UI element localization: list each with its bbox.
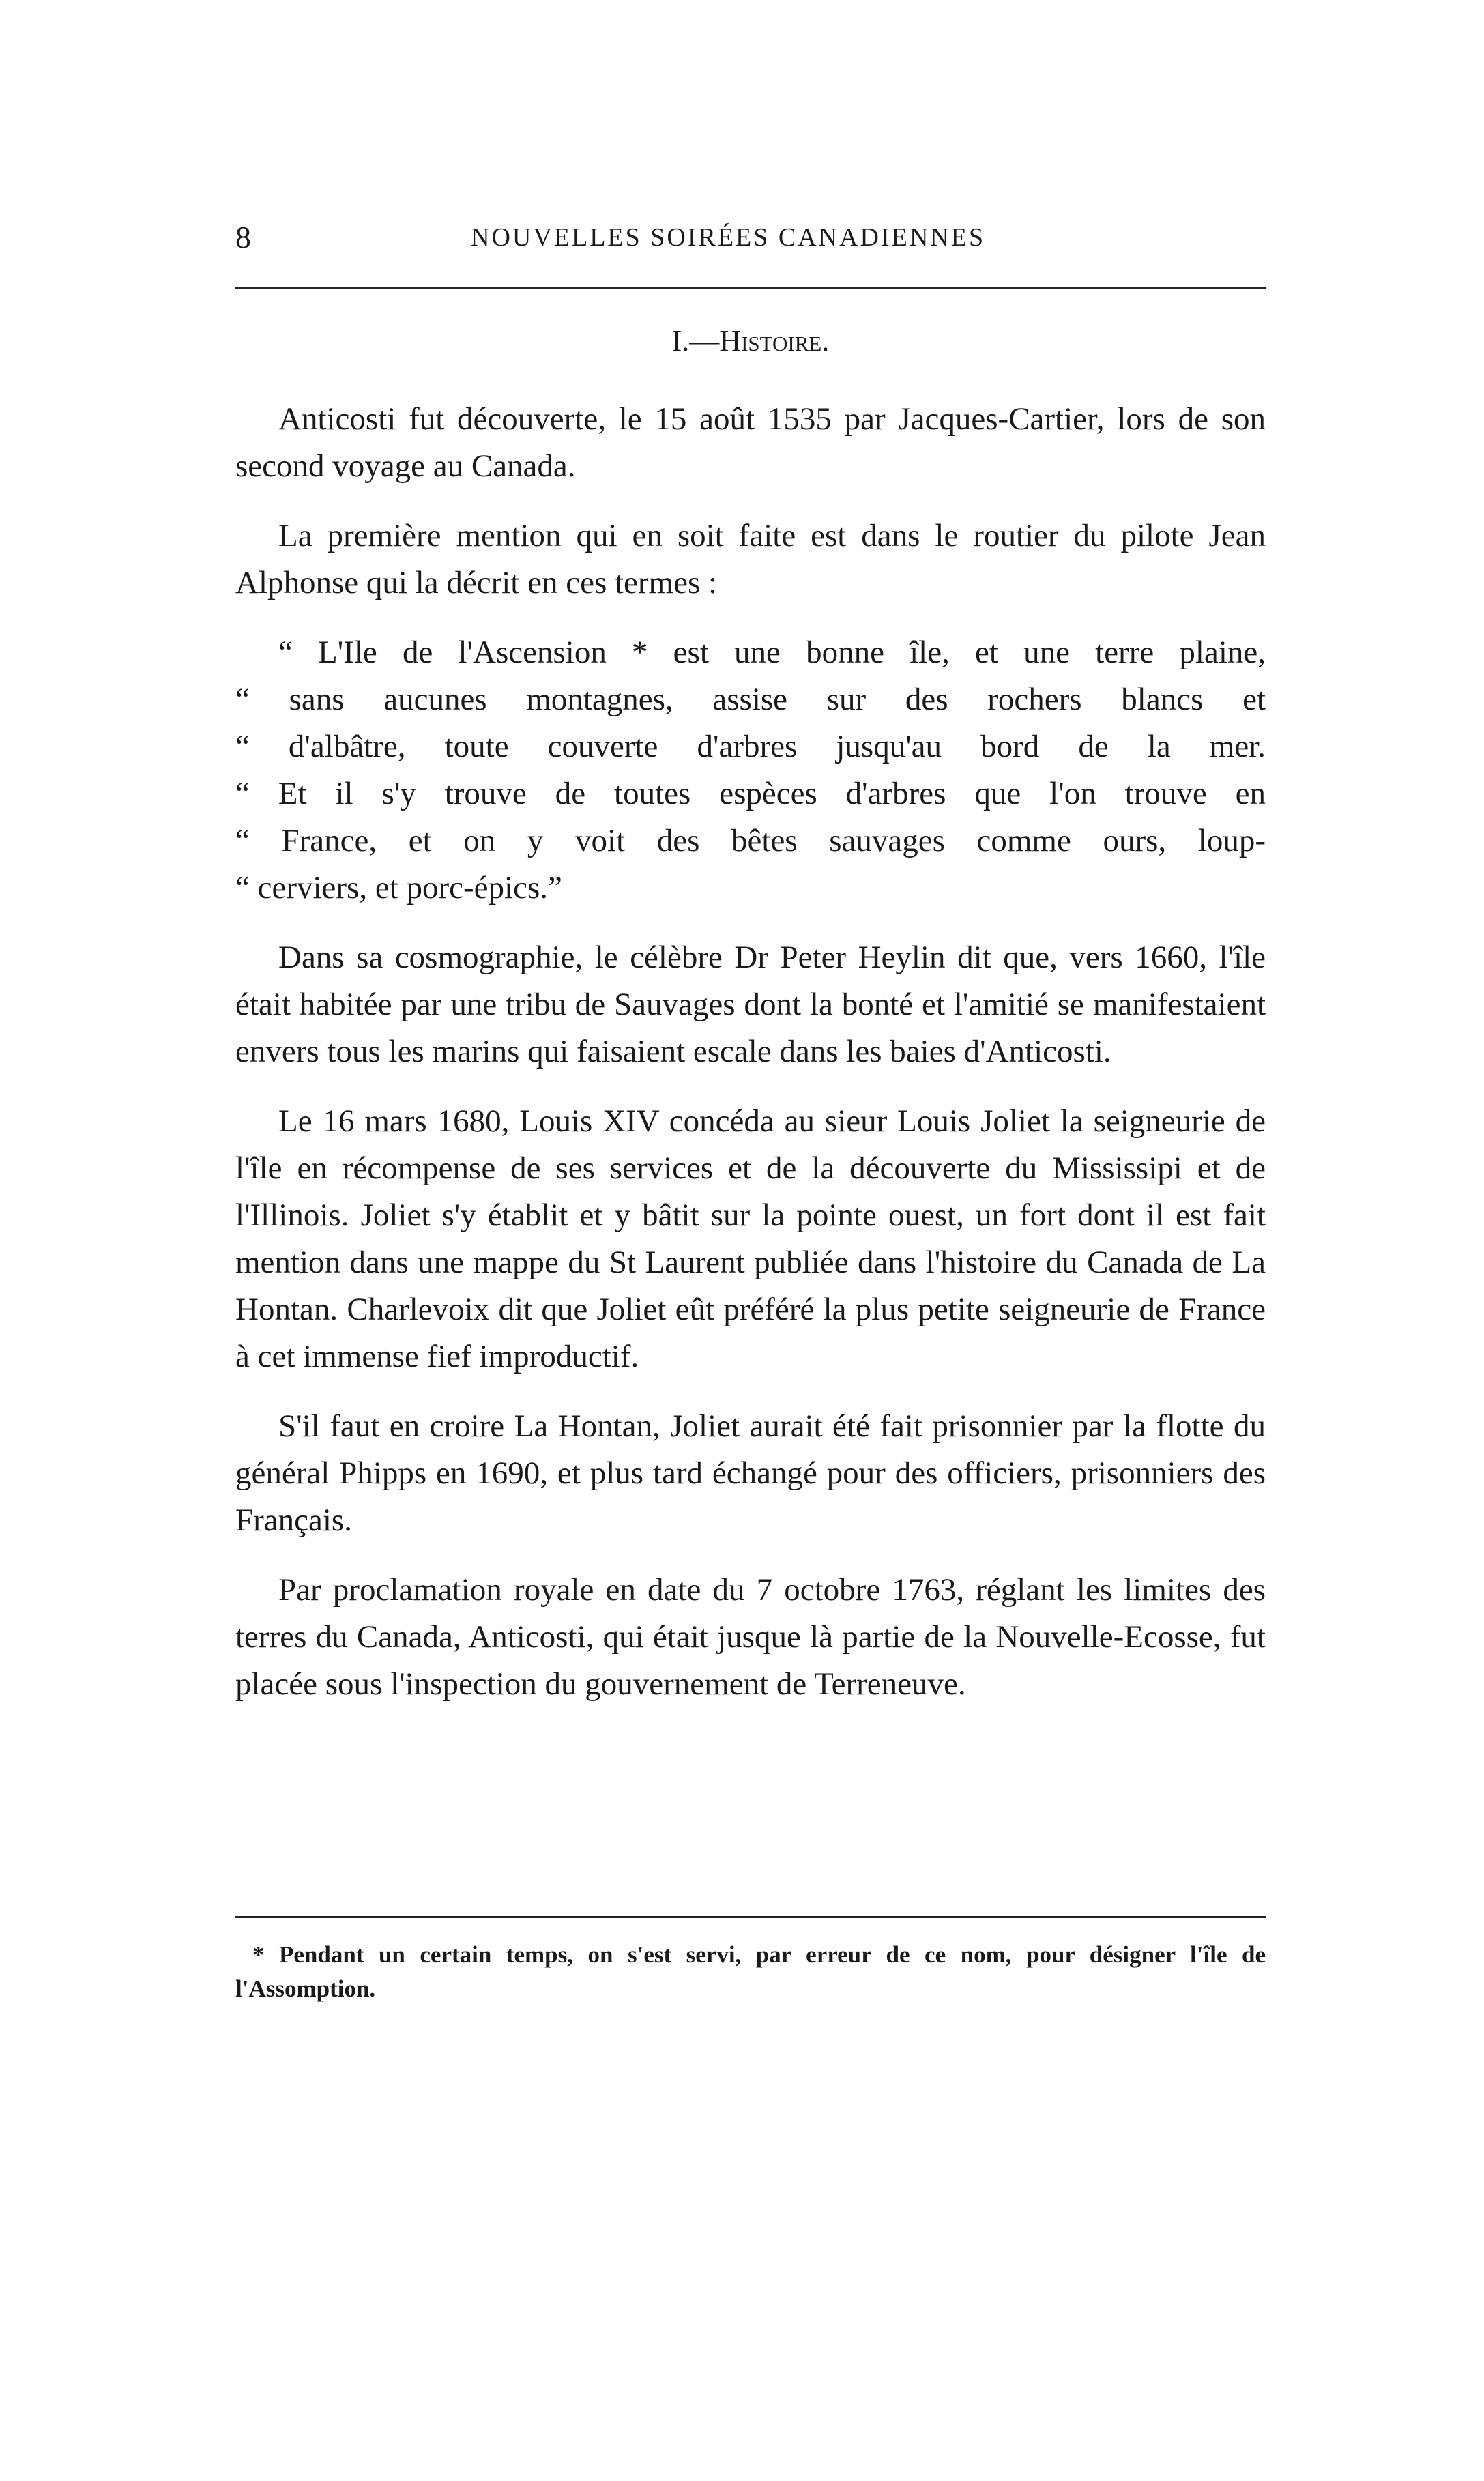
footnote-rule xyxy=(235,1916,1266,1918)
paragraph: Anticosti fut découverte, le 15 août 1535 par Jacques-Cartier, lors de son second voyage au Canada. xyxy=(235,401,1266,484)
quote-line: “ d'albâtre, toute couverte d'arbres jusqu'au bord de la mer. xyxy=(235,729,1266,764)
body-text xyxy=(235,396,1266,1730)
footnote-text: * Pendant un certain temps, on s'est servi, par erreur de ce nom, pour désigner l'île de l'Assomption. xyxy=(235,1941,1266,2002)
section-heading xyxy=(235,321,1266,362)
quote-line: “ sans aucunes montagnes, assise sur des rochers blancs et xyxy=(235,682,1266,717)
page-number: 8 xyxy=(235,220,251,255)
paragraph: La première mention qui en soit faite est dans le routier du pilote Jean Alphonse qui la décrit en ces termes : xyxy=(235,518,1266,600)
running-title: NOUVELLES SOIRÉES CANADIENNES xyxy=(471,223,986,252)
running-header xyxy=(235,217,1266,258)
paragraph: Par proclamation royale en date du 7 octobre 1763, réglant les limites des terres du Canada, Anticosti, qui était jusque là partie de la Nouvelle-Ecosse, fut placée sous l'inspection du gouvernement de Terreneuve. xyxy=(235,1572,1266,1702)
header-rule xyxy=(235,287,1266,289)
paragraph: S'il faut en croire La Hontan, Joliet aurait été fait prisonnier par la flotte du général Phipps en 1690, et plus tard échangé pour des officiers, prisonniers des Français. xyxy=(235,1408,1266,1538)
quote-line: “ L'Ile de l'Ascension * est une bonne île, et une terre plaine, xyxy=(278,635,1266,670)
footnote xyxy=(235,1938,1266,2006)
block-quote xyxy=(235,629,1266,912)
section-title: Histoire. xyxy=(719,324,830,358)
paragraph: Dans sa cosmographie, le célèbre Dr Peter Heylin dit que, vers 1660, l'île était habitée par une tribu de Sauvages dont la bonté et l'amitié se manifestaient envers tous les marins qui faisaient escale dans les baies d'Anticosti. xyxy=(235,940,1266,1069)
quote-line: “ cerviers, et porc-épics.” xyxy=(235,870,562,905)
section-number: I.— xyxy=(671,324,720,358)
quote-line: “ France, et on y voit des bêtes sauvages comme ours, loup- xyxy=(235,823,1266,858)
paragraph: Le 16 mars 1680, Louis XIV concéda au sieur Louis Joliet la seigneurie de l'île en récompense de ses services et de la découverte du Mississipi et de l'Illinois. Joliet s'y établit et y bâtit sur la pointe ouest, un fort dont il est fait mention dans une mappe du St Laurent publiée dans l'histoire du Canada de La Hontan. Charlevoix dit que Joliet eût préféré la plus petite seigneurie de France à cet immense fief improductif. xyxy=(235,1103,1266,1374)
quote-line: “ Et il s'y trouve de toutes espèces d'arbres que l'on trouve en xyxy=(235,776,1266,811)
